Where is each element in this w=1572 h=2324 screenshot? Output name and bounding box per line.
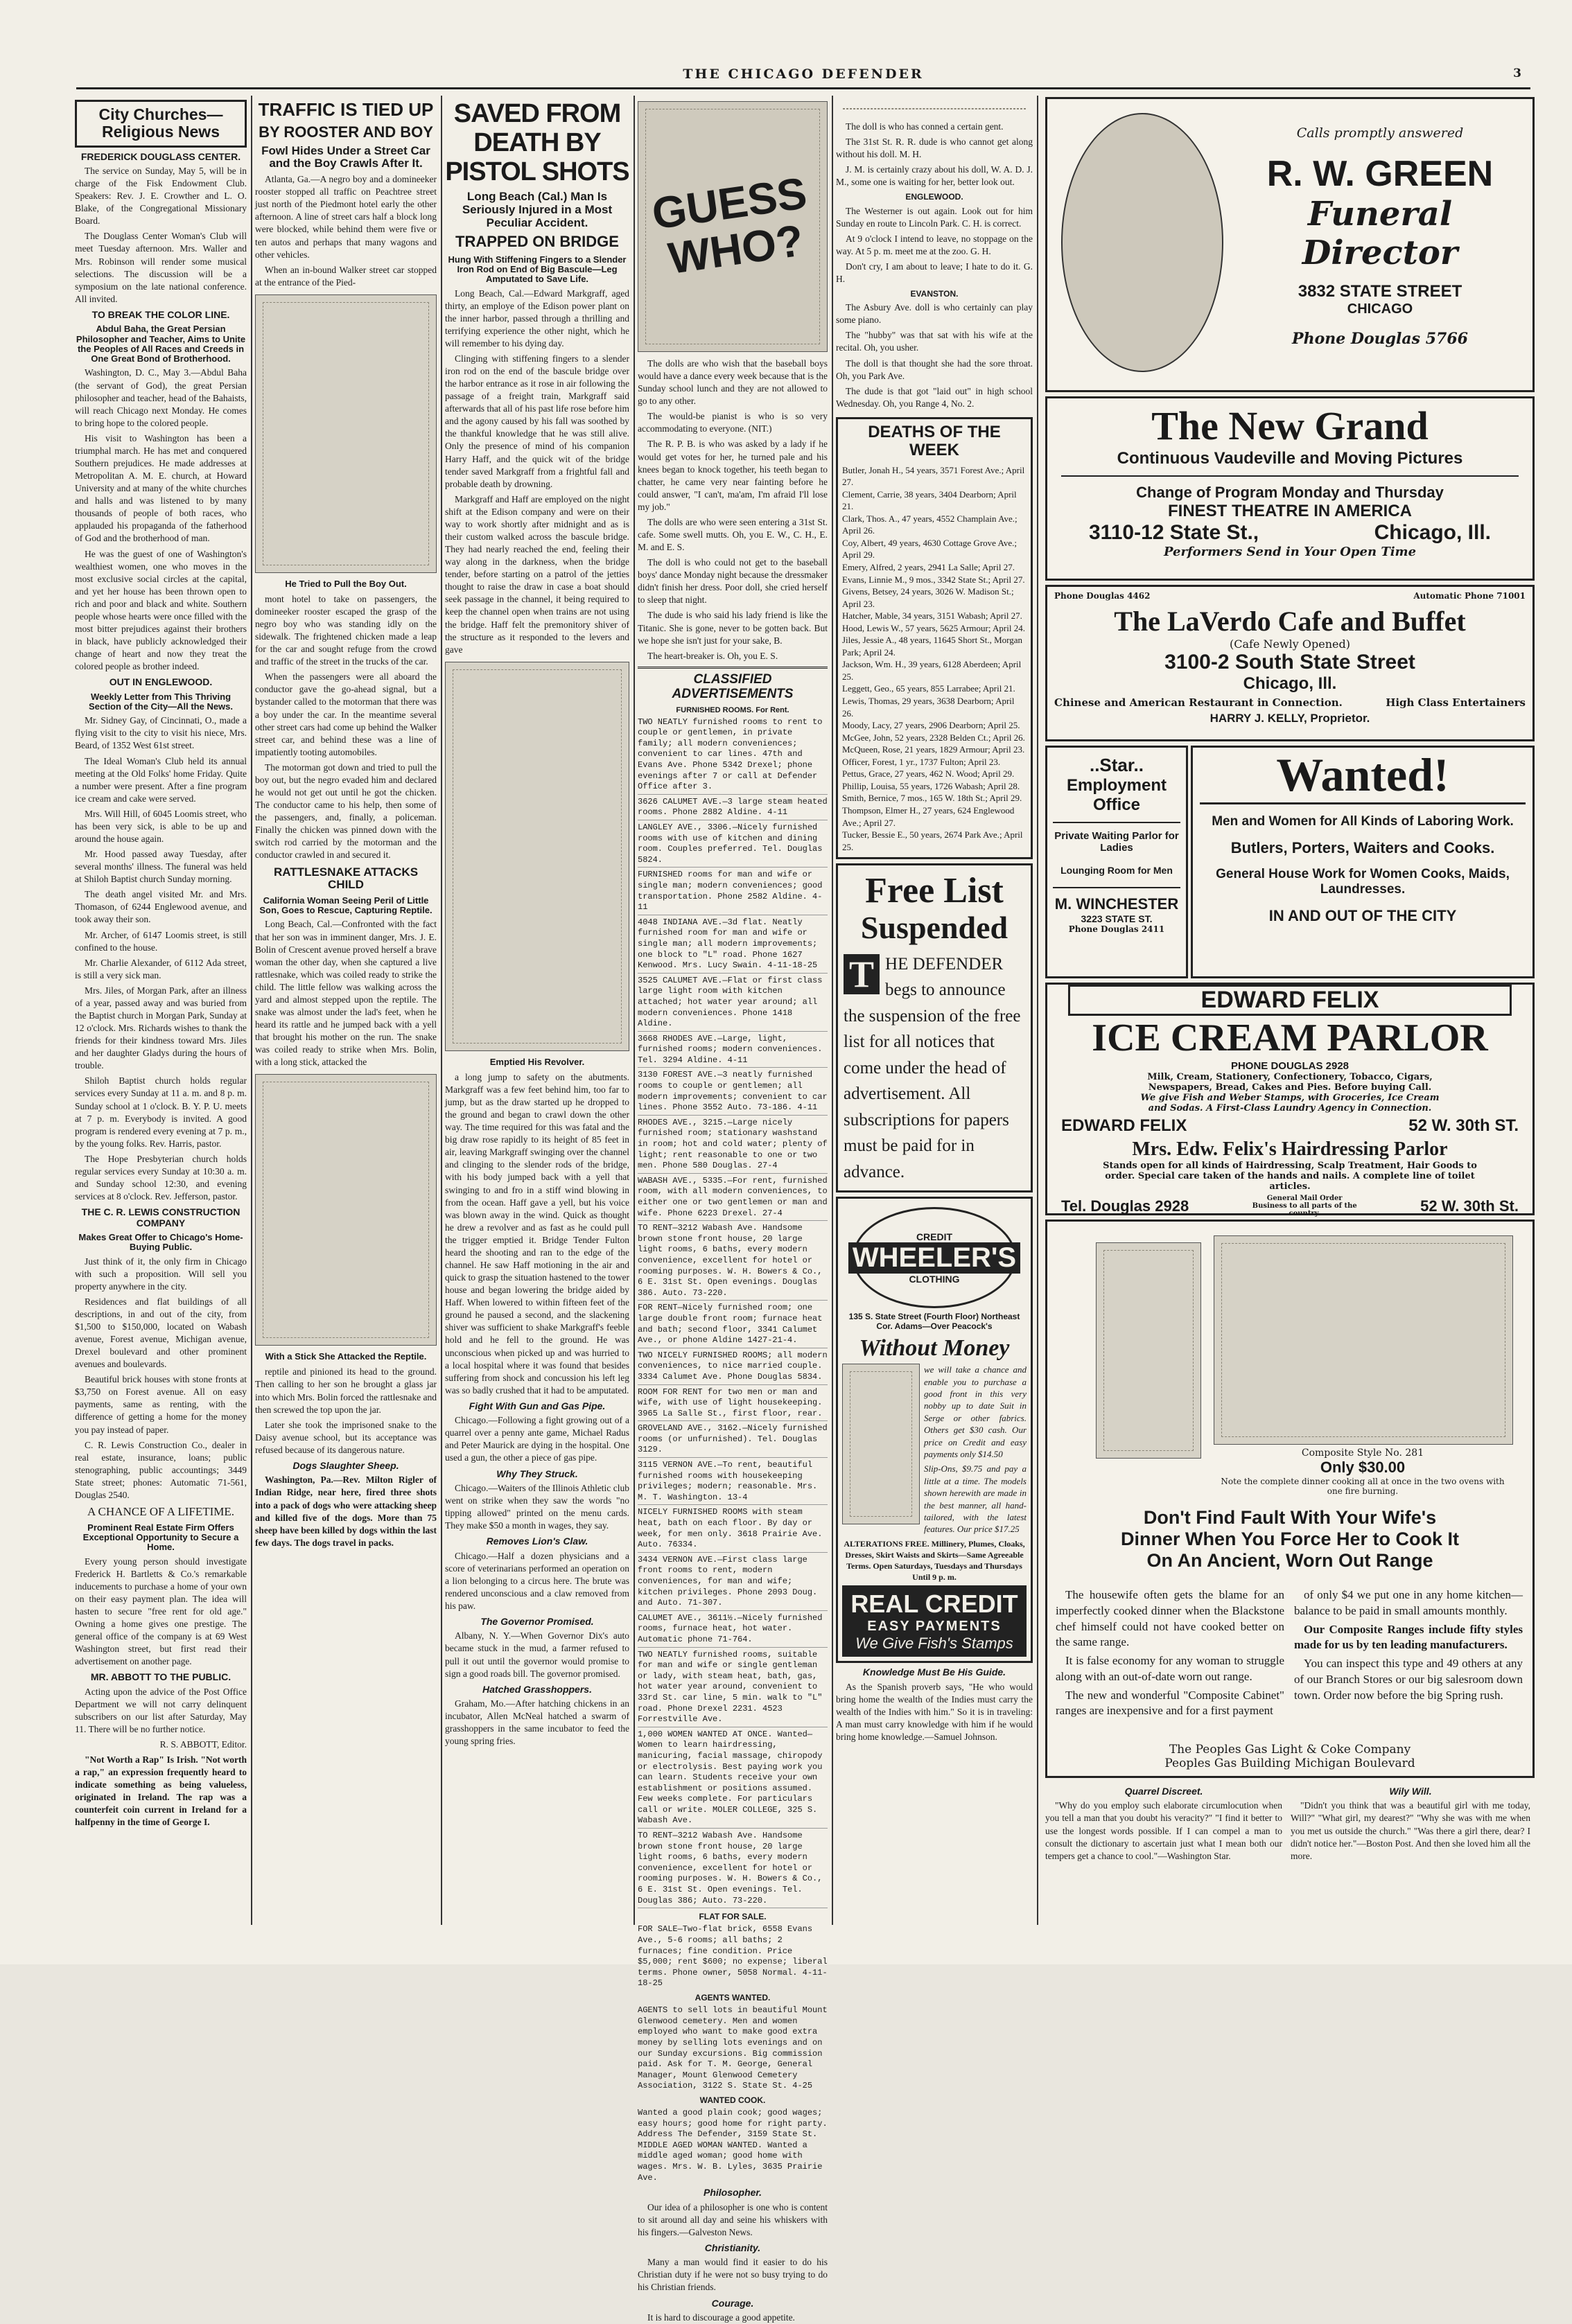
page-number: 3	[1513, 67, 1523, 80]
gossip-item: At 9 o'clock I intend to leave, no stoppage on the way. At 5 p. m. meet me at the zoo. G. H.	[836, 233, 1033, 256]
guess-who-title: GUESS WHO?	[649, 167, 810, 283]
death-entry: Coy, Albert, 49 years, 4630 Cottage Grove Ave.; April 29.	[842, 537, 1018, 561]
classified-ad: TWO NEATLY furnished rooms to rent to couple or gentlemen, in private family; all modern conveniences; convenient to car lines. 47th and Evans Ave. Phone 5342 Drexel; phone evenings after 7 or call at Defender Office after 3.	[638, 717, 828, 795]
headline: BY ROOSTER AND BOY	[259, 123, 433, 141]
range-caption: Note the complete dinner cooking all at once in the two ovens with one fire burning.	[1221, 1477, 1505, 1496]
classified-ad: 3626 CALUMET AVE.—3 large steam heated rooms. Phone 2882 Aldine. 4-11	[638, 797, 828, 820]
column-2	[255, 96, 437, 1932]
wily-item	[1291, 1782, 1530, 1935]
death-entry: Pettus, Grace, 27 years, 462 N. Wood; April 29.	[842, 768, 1015, 780]
subheadline: Fowl Hides Under a Street Car and the Boy Crawls After It.	[261, 143, 430, 170]
classified-ad: FURNISHED rooms for man and wife or single man; modern conveniences; good transportation. Phone 2582 Aldine. 4-11	[638, 870, 828, 915]
illustration-rattlesnake	[255, 1074, 437, 1346]
ad-headline: On An Ancient, Worn Out Range	[1146, 1550, 1433, 1571]
ad-phone: PHONE DOUGLAS 2928	[1230, 1060, 1350, 1072]
ad-text: Our Composite Ranges include fifty styles made for us by ten leading manufacturers.	[1294, 1622, 1523, 1652]
article-paragraph: Clinging with stiffening fingers to a slender iron rod on the end of the bascule bridge over the harbor entrance as it rose in air following the passage of a freight train, Markgraff said afterwards that all of his past life rose before him and the agony caused by his fall was soothed by the thankful knowledge that he was still alive. Only the presence of mind of his companion Harry Haff, and the quick wit of the bridge tender saved Markgraff from a frightful fall and probable death by drowning.	[445, 353, 629, 489]
ad-line: Director	[1302, 234, 1458, 272]
subheadline: Long Beach (Cal.) Man Is Seriously Injured in a Most Peculiar Accident.	[462, 190, 613, 229]
article-paragraph: a long jump to safety on the abutments. Markgraff was a few feet behind him, too far to jump, but as the draw started up he dropped to the ground and began to crawl down the other way. The time required for this was fatal and the big draw rose rapidly to its height of 85 feet in air, leaving Markgraff swinging over the channel and clinging to the slender rods of the bridge, with his body jumped back with a yell that swinging to and fro in a stiff wind blowing in from the ocean. Haff gave a yell, but his voice was blown away in the wind. Quick as thought he drew a revolver and as fast as he could pull the trigger emptied it. Bridge Tender Fulton heard the shooting and ran to the edge of the channel. He saw Haff motioning in the air and quick to grasp the situation hastened to the tower house and began lowering the bridge aided by Haff. When lowered to within fifteen feet of the ground he paused a second, and the slackening shiver was sufficient to shake Markgraff's feeble hold and he fell to the ground. He was unconscious when picked up and was hurried to a local hospital where it was found that besides suffering from shock and concussion his left leg was so badly crushed that it had to be amputated.	[445, 1071, 629, 1396]
employment-ad	[1045, 746, 1188, 978]
ad-headline: Don't Find Fault With Your Wife's	[1143, 1507, 1437, 1528]
classified-ad: NICELY FURNISHED ROOMS with steam heat, bath on each floor. By day or week, for men only. 3618 Prairie Ave. Auto. 76334.	[638, 1507, 828, 1552]
article-paragraph: Residences and flat buildings of all descriptions, in and out of the city, from $1,500 to $150,000, located on Wabash avenue, Forest avenue, Michigan avenue, Drexel boulevard and other prominent avenues and boulevards.	[75, 1296, 247, 1370]
ad-address: 3100-2 South State Street	[1164, 651, 1415, 674]
masthead-title: THE CHICAGO DEFENDER	[683, 67, 924, 82]
ad-name: The LaVerdo Cafe and Buffet	[1114, 606, 1466, 637]
classified-ad: 3525 CALUMET AVE.—Flat or first class large light room with kitchen attached; hot water year around; all modern conveniences. Phone 1418 Aldine.	[638, 976, 828, 1032]
article-paragraph: "Why do you employ such elaborate circumlocution when you tell a man that you doubt his veracity?" "I find it better to use the longest words possible. If I can compel a man to consult the dictionary to ascertain just what I mean both our tempers get a chance to cool."—Washington Star.	[1045, 1800, 1282, 1861]
ad-address: 3223 STATE ST.	[1081, 913, 1153, 924]
gossip-item: J. M. is certainly crazy about his doll, W. A. D. J. M., some one is waiting for her, better look out.	[836, 164, 1033, 188]
ad-address: 135 S. State Street (Fourth Floor) Northeast Cor. Adams—Over Peacock's	[848, 1312, 1020, 1331]
deaths-header: DEATHS OF THE WEEK	[868, 422, 1001, 460]
ad-star: ..Star..	[1089, 755, 1144, 775]
death-entry: Jiles, Jessie A., 48 years, 11645 Short St., Morgan Park; April 24.	[842, 635, 1022, 658]
headline: Knowledge Must Be His Guide.	[862, 1666, 1006, 1678]
headline: SAVED FROM DEATH BY PISTOL SHOTS	[445, 99, 629, 186]
ad-phone: Phone Douglas 4462	[1054, 591, 1151, 601]
classified-ad: FOR SALE—Two-flat brick, 6558 Evans Ave., 5-6 rooms; all baths; 2 furnaces; fine condition. Price $5,000; rent $600; no expense; liberal terms. Phone owner, 5058 Normal. 4-11-18-25	[638, 1924, 828, 1989]
gossip-item: The heart-breaker is. Oh, you E. S.	[647, 650, 778, 661]
guess-who-illustration	[638, 101, 828, 352]
article-paragraph: C. R. Lewis Construction Co., dealer in real estate, insurance, loans; public stenographing, public accountings; 3449 State street; phones: Automatic 71-561, Douglas 2540.	[75, 1439, 247, 1500]
article-paragraph: Chicago.—Half a dozen physicians and a score of veterinarians performed an operation on a lion belonging to a circus here. The brute was rendered unconscious and a claw removed from his paw.	[445, 1550, 629, 1611]
ad-name: The New Grand	[1151, 403, 1429, 448]
subheadline: Prominent Real Estate Firm Offers Exceptional Opportunity to Secure a Home.	[82, 1522, 239, 1553]
gossip-item: The dude is that got "laid out" in high school Wednesday. Oh, you Range 4, No. 2.	[836, 385, 1033, 409]
headline: Removes Lion's Claw.	[486, 1535, 588, 1547]
ad-line: Butlers, Porters, Waiters and Cooks.	[1230, 839, 1495, 856]
ad-name: R. W. GREEN	[1266, 154, 1494, 194]
article-paragraph: Albany, N. Y.—When Governor Dix's auto became stuck in the mud, a farmer refused to pull it out until the governor would promise to sign a good roads bill. The governor promised.	[445, 1630, 629, 1679]
ad-line: Milk, Cream, Stationery, Confectionery, Tobacco, Cigars, Newspapers, Bread, Cakes and Pies. Before buying Call.	[1147, 1072, 1433, 1093]
gossip-item: Don't cry, I am about to leave; I hate to do it. G. H.	[836, 261, 1033, 284]
illustration-bridge	[445, 662, 629, 1051]
illustration-range	[1214, 1235, 1513, 1445]
headline: THE C. R. LEWIS CONSTRUCTION COMPANY	[81, 1206, 241, 1229]
deaths-box	[836, 417, 1033, 859]
article-paragraph: The Douglass Center Woman's Club will meet Tuesday afternoon. Mrs. Waller and Mrs. Robinson will render some musical selections. The discussion will be a symposium on the late national conference. All invited.	[75, 231, 247, 304]
column-1	[75, 96, 247, 1932]
headline: Quarrel Discreet.	[1124, 1786, 1203, 1797]
death-entry: Jackson, Wm. H., 39 years, 6128 Aberdeen; April 25.	[842, 659, 1022, 682]
death-entry: Hood, Lewis W., 57 years, 5625 Armour; April 24.	[842, 622, 1025, 633]
subheadline: California Woman Seeing Peril of Little Son, Goes to Rescue, Capturing Reptile.	[259, 895, 433, 916]
ad-owner: M. WINCHESTER	[1054, 895, 1179, 913]
headline: Christianity.	[704, 2242, 761, 2253]
classified-section-head: FLAT FOR SALE.	[699, 1912, 767, 1922]
article-paragraph: Just think of it, the only firm in Chicago with such a proposition. Will sell you property anywhere in the city.	[75, 1256, 247, 1292]
article-paragraph: "Didn't you think that was a beautiful girl with me today, Will?" "What girl, my dearest?" "Why she was with me when you met us outside the church." "Was there a girl there, dear? I didn't notice her."—Boston Post. And then she loved him all the more.	[1291, 1800, 1530, 1861]
logo-name: WHEELER'S	[848, 1242, 1020, 1274]
article-paragraph: Markgraff and Haff are employed on the night shift at the Edison company and were on their way to work shortly after midnight and as is their custom walked across the bascule bridge. They had nearly reached the end, feeling their way along in the darkness, when the bridge tender, before starting on a patrol of the jetties thought to raise the draw in case a boat should seek passage in the channel, it being required to keep the channel open when trains are not using the bridge. Haff felt the premonitory shiver of the structure as it responded to the levers and gave	[445, 493, 629, 655]
headline: Dogs Slaughter Sheep.	[292, 1459, 399, 1471]
article-paragraph: Later she took the imprisoned snake to the Daisy avenue school, but its acceptance was refused because of its dangerous nature.	[255, 1419, 437, 1455]
column-4	[638, 96, 828, 2323]
article-paragraph: The death angel visited Mr. and Mrs. Thomason, of 6244 Englewood avenue, and took away their son.	[75, 889, 247, 925]
notice-title: Suspended	[860, 910, 1008, 946]
notice-body: HE DEFENDER begs to announce the suspension of the free list for all notices that come under the head of advertisement. All subscriptions for papers must be paid for in advance.	[844, 954, 1021, 1181]
article-paragraph: Chicago.—Waiters of the Illinois Athletic club went on strike when they saw the words "no tipping allowed" printed on the menu cards. They make $50 a month in wages, they say.	[445, 1482, 629, 1531]
death-entry: McQueen, Rose, 21 years, 1829 Armour; April 23.	[842, 744, 1025, 755]
classified-section-head: AGENTS WANTED.	[695, 1992, 771, 2002]
range-price: Only $30.00	[1320, 1459, 1406, 1476]
article-paragraph: His visit to Washington has been a triumphal march. He has met and conquered Southern prejudices. He made addresses at Metropolitan A. M. E. church, at Howard University and at many of the white churches and halls and was listened to by many thousands of people of both races, who applauded his propaganda of the fatherhood of God and the brotherhood of man.	[75, 432, 247, 544]
headline: TO BREAK THE COLOR LINE.	[91, 308, 230, 320]
gossip-item: The "hubby" was that sat with his wife at the recital. Oh, you usher.	[836, 330, 1033, 353]
drop-cap: T	[844, 954, 880, 994]
ad-address: 3110-12 State St.,	[1089, 521, 1259, 544]
headline: Courage.	[711, 2297, 754, 2309]
masthead	[76, 67, 1530, 89]
ad-line: General Mail Order Business to all parts of the country.	[1252, 1195, 1357, 1217]
range-caption: Composite Style No. 281	[1301, 1447, 1424, 1459]
article-paragraph: Every young person should investigate Frederick H. Bartletts & Co.'s remarkable inducements to purchase a home of your own on their easy payment plan. The idea will hasten to secure "free rent for old age." Owning a home gives one prestige. The general office of the company is at 69 West Washington street, but first read their advertisement on another page.	[75, 1556, 247, 1667]
subheadline: ENGLEWOOD.	[905, 192, 963, 202]
new-grand-ad	[1045, 396, 1535, 581]
death-entry: Clark, Thos. A., 47 years, 4552 Champlain Ave.; April 26.	[842, 513, 1018, 536]
headline: RATTLESNAKE ATTACKS CHILD	[273, 865, 419, 892]
column-rule	[441, 96, 442, 1925]
article-paragraph: When the passengers were all aboard the conductor gave the go-ahead signal, but a bystander called to the motorman that there was a boy under the car. In the meantime several other street cars had come up behind the Walker street car, and behind these was a line of impatiently tooting automobiles.	[255, 671, 437, 757]
classified-ad: 4048 INDIANA AVE.—3d flat. Neatly furnished room for man and wife or single man; all modern improvements; one block to "L" road. Phone 1627 Kenwood. Mrs. Lucy Swain. 4-11-18-25	[638, 917, 828, 974]
classified-ad: TWO NICELY FURNISHED ROOMS; all modern conveniences, to nice married couple. 3334 Calumet Ave. Phone Douglas 5834.	[638, 1350, 828, 1385]
classified-header: CLASSIFIED ADVERTISEMENTS	[672, 671, 794, 701]
death-entry: Officer, Forest, 1 yr., 1737 Fulton; April 23.	[842, 756, 1001, 767]
gossip-item: The R. P. B. is who was asked by a lady if he would get votes for her, he turned pale and his knees began to knock together, his teeth began to chatter, he came very near fainting before he could answer, "I can't, ma'am, I'm afraid I'll lose my job."	[638, 439, 828, 512]
classified-ad: CALUMET AVE., 3611½.—Nicely furnished rooms, furnace heat, hot water. Automatic phone 71-764.	[638, 1613, 828, 1648]
article-paragraph: Acting upon the advice of the Post Office Department we will not carry delinquent subscribers on our list after Saturday, May 11. There will be no further notice.	[75, 1686, 247, 1734]
article-paragraph: Beautiful brick houses with stone fronts at $3,750 on Forest avenue. All on easy payments, same as renting, with the difference of getting a home for the money you pay instead of paper.	[75, 1374, 247, 1435]
portrait-photo	[1061, 113, 1223, 372]
article-paragraph: Mrs. Will Hill, of 6045 Loomis street, who has been very sick, is able to be up and around the house again.	[75, 808, 247, 844]
notice-title: Free List	[865, 871, 1004, 911]
ad-line: Performers Send in Your Open Time	[1163, 545, 1417, 559]
article-paragraph: Atlanta, Ga.—A negro boy and a domineeker rooster stopped all traffic on Peachtree street just north of the Piedmont hotel early the other afternoon. A line of street cars half a block long were blocked, while behind them were five or ten autos and perhaps that many wagons and other vehicles.	[255, 174, 437, 260]
ad-line: Chinese and American Restaurant in Connection.	[1054, 696, 1343, 709]
column-rule	[1037, 96, 1038, 1925]
article-paragraph: Our idea of a philosopher is one who is content to sit around all day and seine his whiskers with his fingers.—Galveston News.	[638, 2201, 828, 2237]
illustration-caption: With a Stick She Attacked the Reptile.	[265, 1351, 427, 1362]
ad-line: Private Waiting Parlor for Ladies	[1054, 830, 1179, 854]
gossip-item: The dolls are who wish that the baseball boys would have a dance every week because that is the Sunday school lunch and they are not allowed to go to any other.	[638, 358, 828, 407]
article-paragraph: Chicago.—Following a fight growing out of a quarrel over a penny ante game, Michael Radus and Peter Maurick are dying in the hospital. One used a gun, the other a piece of gas pipe.	[445, 1415, 629, 1463]
headline: Fight With Gun and Gas Pipe.	[469, 1400, 606, 1411]
ad-name: EDWARD FELIX	[1068, 985, 1512, 1016]
ad-headline: Without Money	[859, 1335, 1010, 1361]
article-paragraph: He was the guest of one of Washington's wealthiest women, one who moves in the most exclusive social circles at the capital, and yet her house has been thrown open to rich and poor and black and white. Southern people whose hearts were once filled with the most bitter prejudices against their brothers in black, have publicly acknowledged their change of heart and now they treat the colored people as brother indeed.	[75, 548, 247, 672]
subheadline: Hung With Stiffening Fingers to a Slender Iron Rod on End of Big Bascule—Leg Amputated to Save Life.	[448, 254, 627, 285]
article-paragraph: Mr. Sidney Gay, of Cincinnati, O., made a flying visit to the city to visit his niece, Mrs. Beard, of 1352 West 61st street.	[75, 715, 247, 751]
death-entry: Clement, Carrie, 38 years, 3404 Dearborn; April 21.	[842, 488, 1017, 512]
death-entry: Evans, Linnie M., 9 mos., 3342 State St.; April 27.	[842, 574, 1025, 585]
classified-ad: ROOM FOR RENT for two men or man and wife, with use of light housekeeping. 3965 La Salle St., first floor, rear.	[638, 1387, 828, 1422]
banner-line: REAL CREDIT	[850, 1590, 1018, 1619]
classified-ad: Wanted a good plain cook; good wages; easy hours; good home for right party. Address The Defender, 3159 State St. MIDDLE AGED WOMAN WANTED. Wanted a middle aged woman; good home with wages. Mrs. W. B. Lyles, 3635 Prairie Ave.	[638, 2108, 828, 2183]
ad-line: IN AND OUT OF THE CITY	[1268, 907, 1457, 924]
illustration-caption: Emptied His Revolver.	[489, 1056, 585, 1067]
article-paragraph: Graham, Mo.—After hatching chickens in an incubator, Allen McNeal hatched a swarm of grasshoppers in the same incubator to feed the young spring fries.	[445, 1698, 629, 1747]
ad-line: Men and Women for All Kinds of Laboring Work.	[1212, 814, 1514, 829]
ad-text: The housewife often gets the blame for an imperfectly cooked dinner when the Blackstone chef himself could not have cooked better on the same range.	[1056, 1588, 1284, 1649]
ad-line: Lounging Room for Men	[1060, 865, 1173, 876]
death-entry: Phillip, Louisa, 55 years, 1726 Wabash; April 28.	[842, 780, 1020, 791]
classified-subheader: FURNISHED ROOMS. For Rent.	[676, 705, 789, 714]
gossip-item: The doll is who has conned a certain gent.	[846, 121, 1004, 132]
article-paragraph: Mr. Charlie Alexander, of 6112 Ada street, is still a very sick man.	[75, 957, 247, 980]
ad-line: Change of Program Monday and Thursday	[1136, 484, 1444, 501]
classified-ad: 3130 FOREST AVE.—3 neatly furnished rooms to couple or gentlemen; all modern improvements; convenient to car lines. Phone 3552 Auto. 73-186. 4-11	[638, 1070, 828, 1115]
headline: OUT IN ENGLEWOOD.	[109, 676, 213, 688]
ad-text: You can inspect this type and 49 others at any of our Branch Stores or our big salesroom down town. Order now before the big Spring rush.	[1294, 1657, 1523, 1702]
column-5	[836, 96, 1033, 1932]
gossip-item: The doll is that thought she had the sore throat. Oh, you Park Ave.	[836, 358, 1033, 381]
gossip-item: The would-be pianist is who is so very accommodating to everyone. (NIT.)	[638, 411, 828, 434]
headline: The Governor Promised.	[480, 1616, 594, 1628]
headline: Why They Struck.	[496, 1468, 578, 1479]
ad-address: 52 W. 30th ST.	[1408, 1116, 1519, 1135]
ad-phone: Phone Douglas 2411	[1068, 924, 1165, 934]
wanted-ad	[1191, 746, 1535, 978]
laverdo-ad	[1045, 585, 1535, 741]
classified-section-head: WANTED COOK.	[699, 2095, 766, 2105]
banner-line: EASY PAYMENTS	[867, 1619, 1002, 1635]
classified-ad: LANGLEY AVE., 3306.—Nicely furnished rooms with use of kitchen and dining room. Couples preferred. Tel. Douglas 5824.	[638, 822, 828, 868]
headline: Wily Will.	[1389, 1786, 1432, 1797]
ad-text: Slip-Ons, $9.75 and pay a little at a time. The models shown herewith are made in the best manner, all hand-tailored, with the latest features. Our price $17.25	[924, 1463, 1027, 1535]
death-entry: Moody, Lacy, 27 years, 2906 Dearborn; April 25.	[842, 720, 1020, 731]
ad-line: General House Work for Women Cooks, Maids, Laundresses.	[1216, 867, 1510, 897]
credit-banner	[842, 1585, 1027, 1657]
article-paragraph: Mrs. Jiles, of Morgan Park, after an illness of a year, passed away and was buried from the Baptist church in Morgan Park, Sunday at 12 o'clock. Mrs. Richards wishes to thank the friends for their kindness toward Mrs. Jiles and her daughter Gladys during the hours of trouble.	[75, 985, 247, 1071]
classified-ad: GROVELAND AVE., 3162.—Nicely furnished rooms (or unfurnished). Tel. Douglas 3129.	[638, 1423, 828, 1458]
ad-name: Wanted!	[1200, 748, 1526, 804]
illustration-suit	[842, 1364, 920, 1524]
classified-ad: TO RENT—3212 Wabash Ave. Handsome brown stone front house, 20 large light rooms, 6 baths, every modern convenience, excellent for hotel or rooming purposes. W. H. Bowers & Co., 6 E. 31st St. Open evenings. Tel. Douglas 386; Auto. 73-220.	[638, 1831, 828, 1908]
article-paragraph: The Ideal Woman's Club held its annual meeting at the Old Folks' home Friday. Quite a number were present. After a fine program ice cream and cake were served.	[75, 755, 247, 804]
ad-headline: ICE CREAM PARLOR	[1092, 1016, 1488, 1059]
logo-bottom: CLOTHING	[909, 1273, 960, 1285]
ad-phone: Phone Douglas 5766	[1292, 330, 1468, 348]
section-banner	[75, 100, 247, 148]
ad-headline: Dinner When You Force Her to Cook It	[1120, 1529, 1460, 1549]
ad-sub: (Cafe Newly Opened)	[1230, 637, 1350, 651]
ad-line: FINEST THEATRE IN AMERICA	[1168, 502, 1412, 520]
article-paragraph: Mr. Archer, of 6147 Loomis street, is still confined to the house.	[75, 929, 247, 953]
classified-ad: TO RENT—3212 Wabash Ave. Handsome brown stone front house, 20 large light rooms, 6 baths, every modern convenience, excellent for hotel or rooming purposes. W. H. Bowers & Co., 6 E. 31st St. Open evenings. Douglas 386. Auto. 73-220.	[638, 1223, 828, 1301]
classified-ad: WABASH AVE., 5335.—For rent, furnished room, with all modern conveniences, to either one or two gentlemen or man and wife. Phone 6223 Drexel. 27-4	[638, 1176, 828, 1221]
classified-ad: 3115 VERNON AVE.—To rent, beautiful furnished rooms with housekeeping privileges; modern; reasonable. Mrs. M. T. Washington. 13-4	[638, 1460, 828, 1505]
subheadline: Makes Great Offer to Chicago's Home-Buying Public.	[78, 1231, 243, 1253]
ad-name: Employment Office	[1066, 776, 1167, 814]
gossip-item: The dolls are who were seen entering a 31st St. cafe. Some swell mutts. Oh, you E. W., C. H., E. M. and E. S.	[638, 516, 828, 553]
ad-sub: Continuous Vaudeville and Moving Pictures	[1117, 449, 1463, 468]
headline: Hatched Grasshoppers.	[482, 1683, 592, 1695]
classified-ad: 1,000 WOMEN WANTED AT ONCE. Wanted—Women to learn hairdressing, manicuring, facial massage, chiropody or electrolysis. Best paying work you can learn. Students receive your own establishment or positions assumed. Few weeks complete. For particulars call or write. MOLER COLLEGE, 325 S. Wabash Ave.	[638, 1729, 828, 1829]
article-paragraph: The motorman got down and tried to pull the boy out, but the negro evaded him and declared he would not get out until he got the chicken. The conductor came to his help, then some of the passengers, and, finally, a policeman. Finally the chicken was pinned down with the switch rod carried by the motorman and the conductor crawled in and secured it.	[255, 762, 437, 861]
subheadline: Weekly Letter from This Thriving Section of the City—All the News.	[88, 691, 234, 712]
ad-text: ALTERATIONS FREE. Millinery, Plumes, Cloaks, Dresses, Skirt Waists and Skirts—Same Agreeable Terms. Open Saturdays, Tuesdays and Thursdays Until 9 p. m.	[844, 1538, 1025, 1583]
ad-headline: Mrs. Edw. Felix's Hairdressing Parlor	[1132, 1138, 1448, 1160]
headline: MR. ABBOTT TO THE PUBLIC.	[90, 1671, 232, 1683]
ad-signature: EDWARD FELIX	[1061, 1116, 1187, 1135]
column-3	[445, 96, 629, 1932]
gossip-item: The 31st St. R. R. dude is who cannot get along without his doll. M. H.	[836, 137, 1033, 160]
headline: FREDERICK DOUGLASS CENTER.	[80, 150, 241, 162]
ad-address: 52 W. 30th St.	[1420, 1197, 1519, 1215]
article-paragraph: It is hard to discourage a good appetite.	[647, 2312, 795, 2323]
article-paragraph: Washington, Pa.—Rev. Milton Rigler of Indian Ridge, near here, fired three shots into a pack of dogs who were attacking sheep and killed five of the dogs. More than 75 sheep have been killed by dogs within the last few days. The dogs travel in packs.	[255, 1474, 437, 1548]
ad-signature: Peoples Gas Building Michigan Boulevard	[1164, 1757, 1415, 1770]
spacer	[836, 101, 1033, 115]
gossip-item: The dude is who said his lady friend is like the Titanic. She is gone, never to be gotten back. But we hope she isn't just for your sake, B.	[638, 610, 828, 646]
death-entry: Thompson, Elmer H., 27 years, 624 Englewood Ave.; April 27.	[842, 804, 1015, 828]
death-entry: Tucker, Bessie E., 50 years, 2674 Park Ave.; April 25.	[842, 829, 1023, 852]
ad-address: 3832 STATE STREET	[1298, 282, 1462, 301]
classified-ad: FOR RENT—Nicely furnished room; one large double front room; furnace heat and bath; second floor, 3341 Calumet Ave., or phone Aldine 1427-21-4.	[638, 1303, 828, 1348]
classified-ad: TWO NEATLY furnished rooms, suitable for man and wife or single gentleman or lady, with steam heat, bath, gas, hot water year around, convenient to 33rd St. car line, 5 min. walk to "L" road. Phone Drexel 2231. 4523 Forrestville Ave.	[638, 1650, 828, 1727]
wheelers-logo	[853, 1207, 1016, 1308]
ad-text: of only $4 we put one in any home kitchen—balance to be paid in small amounts monthly.	[1294, 1588, 1523, 1617]
ad-line: We give Fish and Weber Stamps, with Groceries, Ice Cream and Sodas. A First-Class Laundry Agency in Connection.	[1140, 1093, 1440, 1113]
article-paragraph: mont hotel to take on passengers, the domineeker rooster escaped the grasp of the negro boy who was standing idly on the sidewalk. The frightened chicken made a leap for the car and sought refuge from the crowd and traffic of the street in the trucks of the car.	[255, 593, 437, 667]
quarrel-item	[1045, 1782, 1282, 1935]
column-rule	[634, 96, 635, 1925]
article-paragraph: The Hope Presbyterian church holds regular services every Sunday at 10:30 a. m. and Sunday school 12:30, and evening services at 8 o'clock. Rev. Jefferson, pastor.	[75, 1153, 247, 1202]
illustration-caption: He Tried to Pull the Boy Out.	[285, 578, 407, 589]
death-entry: McGee, John, 52 years, 2328 Belden Ct.; April 26.	[842, 732, 1025, 743]
ad-city: CHICAGO	[1347, 301, 1413, 317]
classified-ad: 3668 RHODES AVE.—Large, light, furnished rooms; modern conveniences. Tel. 3294 Aldine. 4-11	[638, 1034, 828, 1068]
gossip-item: The doll is who could not get to the baseball boys' dance Monday night because the dressmaker didn't finish her dress. Poor doll, she cried herself to sleep that night.	[638, 557, 828, 606]
article-paragraph: Long Beach, Cal.—Edward Markgraff, aged thirty, an employe of the Edison power plant on the inner harbor, passed through a thrilling and terrifying experience the other night, which he will remember to his dying day.	[445, 288, 629, 349]
ad-city: Chicago, Ill.	[1243, 674, 1337, 693]
headline: Philosopher.	[703, 2187, 762, 2199]
ad-text: we will take a chance and enable you to purchase a good front in this very nobby up to date Suit in Serge or other fabrics. Others get $30 cash. Our price on Credit and easy payments only $14.50	[924, 1364, 1027, 1460]
ad-text: The new and wonderful "Composite Cabinet" ranges are inexpensive and for a first payment	[1056, 1688, 1284, 1718]
range-ad	[1045, 1220, 1535, 1778]
headline: TRAFFIC IS TIED UP	[258, 99, 434, 120]
ad-line: High Class Entertainers	[1386, 696, 1526, 709]
death-entry: Butler, Jonah H., 54 years, 3571 Forest Ave.; April 27.	[842, 464, 1025, 488]
free-list-notice	[836, 863, 1033, 1192]
article-paragraph: When an in-bound Walker street car stopped at the entrance of the Pied-	[255, 264, 437, 288]
divider	[638, 667, 828, 669]
article-paragraph: Mr. Hood passed away Tuesday, after several months' illness. The funeral was held at Shiloh Baptist church Sunday morning.	[75, 849, 247, 885]
subheadline: EVANSTON.	[910, 289, 959, 299]
death-entry: Emery, Alfred, 2 years, 2941 La Salle; April 27.	[842, 562, 1015, 573]
wheelers-ad	[836, 1197, 1033, 1663]
ad-text: It is false economy for any woman to struggle along with an out-of-date worn out range.	[1056, 1654, 1284, 1683]
classified-ad: RHODES AVE., 3215.—Large nicely furnished room; stationary washstand in room; hot and cold water; plenty of light; rent reasonable to one or two men. Phone 580 Douglas. 27-4	[638, 1118, 828, 1174]
classified-ad: AGENTS to sell lots in beautiful Mount Glenwood cemetery. Men and women employed who want to make good extra money by selling lots evenings and on our Sunday excursions. Big commission paid. Ask for T. M. George, General Manager, Mount Glenwood Cemetery Association, 3122 S. State St. 4-25	[638, 2005, 828, 2091]
classified-ad: 3434 VERNON AVE.—First class large front rooms to rent, modern conveniences, for man and wife; kitchen privileges. Phone 2093 Doug. and Auto. 71-307.	[638, 1555, 828, 1611]
article-paragraph: "Not Worth a Rap" Is Irish. "Not worth a rap," an expression frequently heard to indicate something as being valueless, originated in Ireland. The rap was a counterfeit coin current in Ireland for a halfpenny in the time of George I.	[75, 1754, 247, 1828]
column-rule	[251, 96, 252, 1925]
gossip-item: The Asbury Ave. doll is who certainly can play some piano.	[836, 302, 1033, 326]
ad-signature: The Peoples Gas Light & Coke Company	[1169, 1743, 1411, 1757]
article-paragraph: reptile and pinioned its head to the ground. Then calling to her son he brought a glass jar into which Mrs. Bolin forced the rattlesnake and then screwed the top upon the jar.	[255, 1366, 437, 1415]
column-rule	[832, 96, 833, 1925]
ad-tagline: Calls promptly answered	[1296, 125, 1464, 141]
signature: R. S. ABBOTT, Editor.	[159, 1739, 247, 1750]
death-entry: Lewis, Thomas, 29 years, 3638 Dearborn; April 26.	[842, 696, 1015, 719]
death-entry: Smith, Bernice, 7 mos., 165 W. 18th St.; April 29.	[842, 793, 1022, 804]
article-paragraph: The service on Sunday, May 5, will be in charge of the Fisk Endowment Club. Speakers: Rev. J. E. Crowther and L. O. Blake, of the Congregational Missionary Board.	[75, 165, 247, 227]
death-entry: Givens, Betsey, 24 years, 3026 W. Madison St.; April 23.	[842, 586, 1014, 609]
headline: TRAPPED ON BRIDGE	[455, 233, 619, 251]
deaths-list	[842, 464, 1027, 854]
banner-line: We Give Fish's Stamps	[855, 1635, 1013, 1653]
ad-proprietor: HARRY J. KELLY, Proprietor.	[1209, 712, 1370, 725]
ad-phone: Tel. Douglas 2928	[1061, 1197, 1189, 1215]
ad-phone: Automatic Phone 71001	[1413, 591, 1526, 601]
ad-line: Funeral	[1307, 195, 1453, 234]
logo-top: CREDIT	[916, 1231, 953, 1242]
felix-ad	[1045, 983, 1535, 1215]
green-funeral-ad	[1045, 97, 1535, 392]
death-entry: Leggett, Geo., 65 years, 855 Larrabee; April 21.	[842, 683, 1015, 694]
article-paragraph: As the Spanish proverb says, "He who would bring home the wealth of the Indies must carry the wealth of the Indies with him." So it is in traveling: A man must carry knowledge with him if he would bring home knowledge.—Samuel Johnson.	[836, 1681, 1033, 1742]
illustration-woman	[1096, 1242, 1201, 1459]
ad-city: Chicago, Ill.	[1374, 521, 1491, 544]
illustration-rooster	[255, 294, 437, 573]
article-paragraph: Shiloh Baptist church holds regular services every Sunday at 11 a. m. and 8 p. m. Sunday school at 1 o'clock. B. Y. P. U. meets at 7 p. m. Everybody is invited. A good program is rendered every evening at 7 p. m., by the young folks. Rev. Harris, pastor.	[75, 1075, 247, 1149]
article-paragraph: Many a man would find it easier to do his Christian duty if he were not so busy trying to do his Christian friends.	[638, 2257, 828, 2293]
death-entry: Hatcher, Mable, 34 years, 3151 Wabash; April 27.	[842, 610, 1022, 622]
article-paragraph: Washington, D. C., May 3.—Abdul Baha (the servant of God), the great Persian philosopher and teacher, head of the Bahaists, will reach Chicago next Monday. He comes to bring hope to the colored people.	[75, 367, 247, 428]
headline: A CHANCE OF A LIFETIME.	[87, 1505, 235, 1519]
ad-line: Stands open for all kinds of Hairdressing, Scalp Treatment, Hair Goods to order. Special care taken of the hands and nails. A complete line of toilet articles.	[1103, 1161, 1477, 1192]
subheadline: Abdul Baha, the Great Persian Philosopher and Teacher, Aims to Unite the Peoples of All Races and Creeds in One Great Bond of Brotherhood.	[76, 324, 246, 364]
gossip-item: The Westerner is out again. Look out for him Sunday en route to Lincoln Park. C. H. is correct.	[836, 205, 1033, 229]
article-paragraph: Long Beach, Cal.—Confronted with the fact that her son was in imminent danger, Mrs. J. E. Bolin of Crescent avenue proved herself a brave woman the other day, when she captured a live rattlesnake, which was coiled ready to strike the child. The little fellow was walking across the yard and almost stepped upon the reptile. The snake was almost under the lad's feet, when he heard its rattle and he jumped back with a yell that brought his mother on the run. The snake was coiled ready to strike when Mrs. Bolin, with a long stick, attacked the	[255, 919, 437, 1068]
classified-list	[638, 717, 828, 1909]
banner-title: City Churches—Religious News	[98, 105, 223, 141]
